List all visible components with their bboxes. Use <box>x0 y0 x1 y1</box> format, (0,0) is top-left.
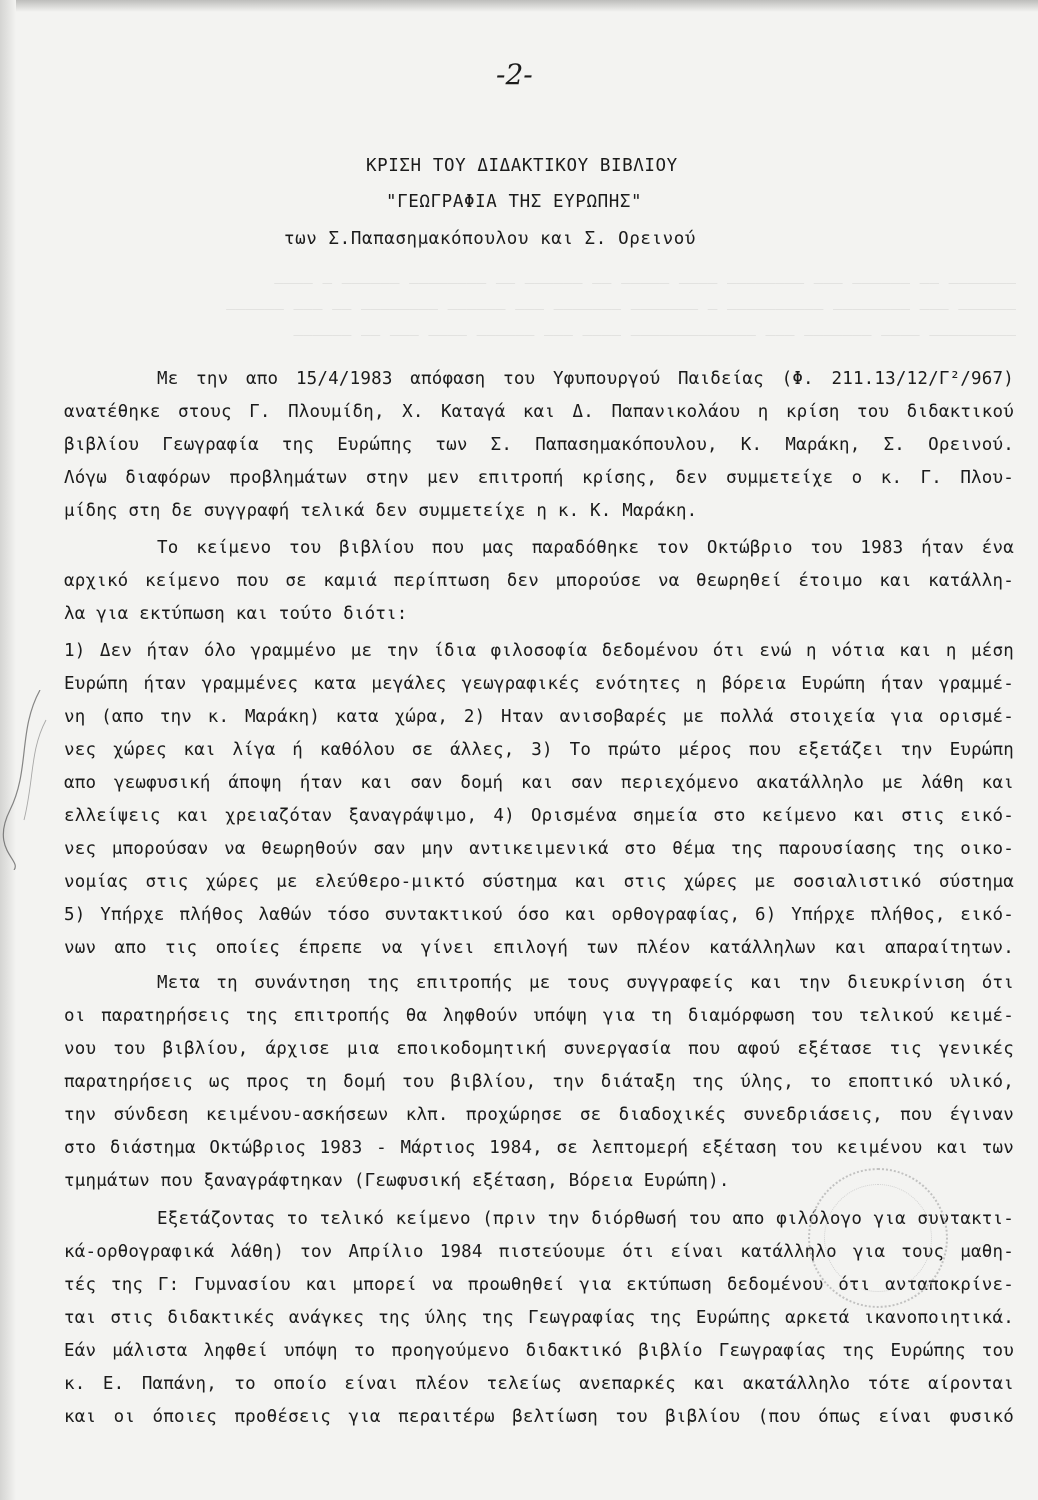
text-line: νου του βιβλίου, άρχισε μια εποικοδομητική συνεργασία που αφού εξέτασε τις γενικές <box>64 1039 1014 1059</box>
text-line: απο γεωφυσική άποψη ήταν και σαν δομή και σαν περιεχόμενο ακατάλληλο με λάθη και <box>64 773 1014 793</box>
margin-pen-mark <box>0 690 56 870</box>
text-line: ελλείψεις και χρειαζόταν ξαναγράψιμο, 4) Ορισμένα σημεία στο κείμενο και στις εικό- <box>64 806 1014 826</box>
text-line: Μετα τη συνάντηση της επιτροπής με τους συγγραφείς και την διευκρίνιση ότι <box>157 973 1014 993</box>
text-line: στο διάστημα Οκτώβριος 1983 - Μάρτιος 1984, σε λεπτομερή εξέταση του κειμένου και των <box>64 1138 1014 1158</box>
text-line: ται στις διδακτικές ανάγκες της ύλης της Γεωγραφίας της Ευρώπης αρκετά ικανοποιητικά. <box>64 1308 1014 1328</box>
text-line: Ευρώπη ήταν γραμμένες κατα μεγάλες γεωγραφικές ενότητες η βόρεια Ευρώπη ήταν γραμμέ- <box>64 674 1014 694</box>
text-line: Με την απο 15/4/1983 απόφαση του Υφυπουργού Παιδείας (Φ. 211.13/12/Γ²/967) <box>157 369 1014 389</box>
scan-edge-top <box>0 0 1038 12</box>
text-line: 1) Δεν ήταν όλο γραμμένο με την ίδια φιλοσοφία δεδομένου ότι ενώ η νότια και η μέση <box>64 641 1014 661</box>
text-line: και οι όποιες προθέσεις για περαιτέρω βελτίωση του βιβλίου (που όπως είναι φυσικό <box>64 1407 1014 1427</box>
text-line: νων απο τις οποίες έπρεπε να γίνει επιλογή των πλέον κατάλληλων και απαραίτητων. <box>64 938 1014 958</box>
bleed-through-text: _______ __ ______ ___ ________ ____ _____ __ ______ __ ________ ______ _ ____ ______ ___ ________ __________ _ _______ _______ ___ ______ ________ __ ___ ______ _________ ____ _______ ___ _____________ ____ ___ ______ ____ ___ __ ______ <box>226 265 1016 336</box>
text-line: λα για εκτύπωση και τούτο διότι: <box>64 604 408 624</box>
faint-stamp <box>808 1168 948 1308</box>
text-line: νομίας στις χώρες με ελεύθερο-μικτό σύστημα και στις χώρες με σοσιαλιστικό σύστημα <box>64 872 1014 892</box>
text-line: Λόγω διαφόρων προβλημάτων στην μεν επιτροπή κρίσης, δεν συμμετείχε ο κ. Γ. Πλου- <box>64 468 1014 488</box>
header-authors: των Σ.Παπασημακόπουλου και Σ. Ορεινού <box>284 229 697 249</box>
header-title: ΚΡΙΣΗ ΤΟΥ ΔΙΔΑΚΤΙΚΟΥ ΒΙΒΛΙΟΥ <box>366 156 678 176</box>
text-line: νες χώρες και λίγα ή καθόλου σε άλλες, 3) Το πρώτο μέρος που εξετάζει την Ευρώπη <box>64 740 1014 760</box>
text-line: νη (απο την κ. Μαράκη) κατα χώρα, 2) Ηταν ανισοβαρές με πολλά στοιχεία για ορισμέ- <box>64 707 1014 727</box>
text-line: 5) Υπήρχε πλήθος λαθών τόσο συντακτικού όσο και ορθογραφίας, 6) Υπήρχε πλήθος, εικό- <box>64 905 1014 925</box>
text-line: Το κείμενο του βιβλίου που μας παραδόθηκε τον Οκτώβριο του 1983 ήταν ένα <box>157 538 1014 558</box>
text-line: οι παρατηρήσεις της επιτροπής θα ληφθούν υπόψη για τη διαμόρφωση του τελικού κειμέ- <box>64 1006 1014 1026</box>
text-line: νες μπορούσαν να θεωρηθούν σαν μην αντικειμενικά στο θέμα της παρουσίασης της οικο- <box>64 839 1014 859</box>
text-line: τές της Γ: Γυμνασίου και μπορεί να προωθηθεί για εκτύπωση δεδομένου ότι ανταποκρίνε- <box>64 1275 1014 1295</box>
text-line: την σύνδεση κειμένου-ασκήσεων κλπ. προχώρησε σε διαδοχικές συνεδριάσεις, που έγιναν <box>64 1105 1014 1125</box>
text-line: Εξετάζοντας το τελικό κείμενο (πριν την διόρθωσή του απο φιλόλογο για συντακτι- <box>157 1209 1014 1229</box>
text-line: βιβλίου Γεωγραφία της Ευρώπης των Σ. Παπασημακόπουλου, Κ. Μαράκη, Σ. Ορεινού. <box>64 435 1014 455</box>
text-line: τμημάτων που ξαναγράφτηκαν (Γεωφυσική εξέταση, Βόρεια Ευρώπη). <box>64 1171 730 1191</box>
text-line: Εάν μάλιστα ληφθεί υπόψη το προηγούμενο διδακτικό βιβλίο Γεωγραφίας της Ευρώπης του <box>64 1341 1014 1361</box>
text-line: μίδης στη δε συγγραφή τελικά δεν συμμετείχε η κ. Κ. Μαράκη. <box>64 501 698 521</box>
text-line: ανατέθηκε στους Γ. Πλουμίδη, Χ. Καταγά και Δ. Παπανικολάου η κρίση του διδακτικού <box>64 402 1014 422</box>
text-line: αρχικό κείμενο που σε καμιά περίπτωση δεν μπορούσε να θεωρηθεί έτοιμο και κατάλλη- <box>64 571 1014 591</box>
text-line: κ. Ε. Παπάνη, το οποίο είναι πλέον τελείως ανεπαρκές και ακατάλληλο τότε αίρονται <box>64 1374 1014 1394</box>
page-number: -2- <box>496 58 533 91</box>
text-line: παρατηρήσεις ως προς τη δομή του βιβλίου, την διάταξη της ύλης, το εποπτικό υλικό, <box>64 1072 1014 1092</box>
text-line: κά-ορθογραφικά λάθη) τον Απρίλιο 1984 πιστεύουμε ότι είναι κατάλληλο για τους μαθη- <box>64 1242 1014 1262</box>
header-book-title: "ΓΕΩΓΡΑΦΙΑ ΤΗΣ ΕΥΡΩΠΗΣ" <box>386 192 643 212</box>
